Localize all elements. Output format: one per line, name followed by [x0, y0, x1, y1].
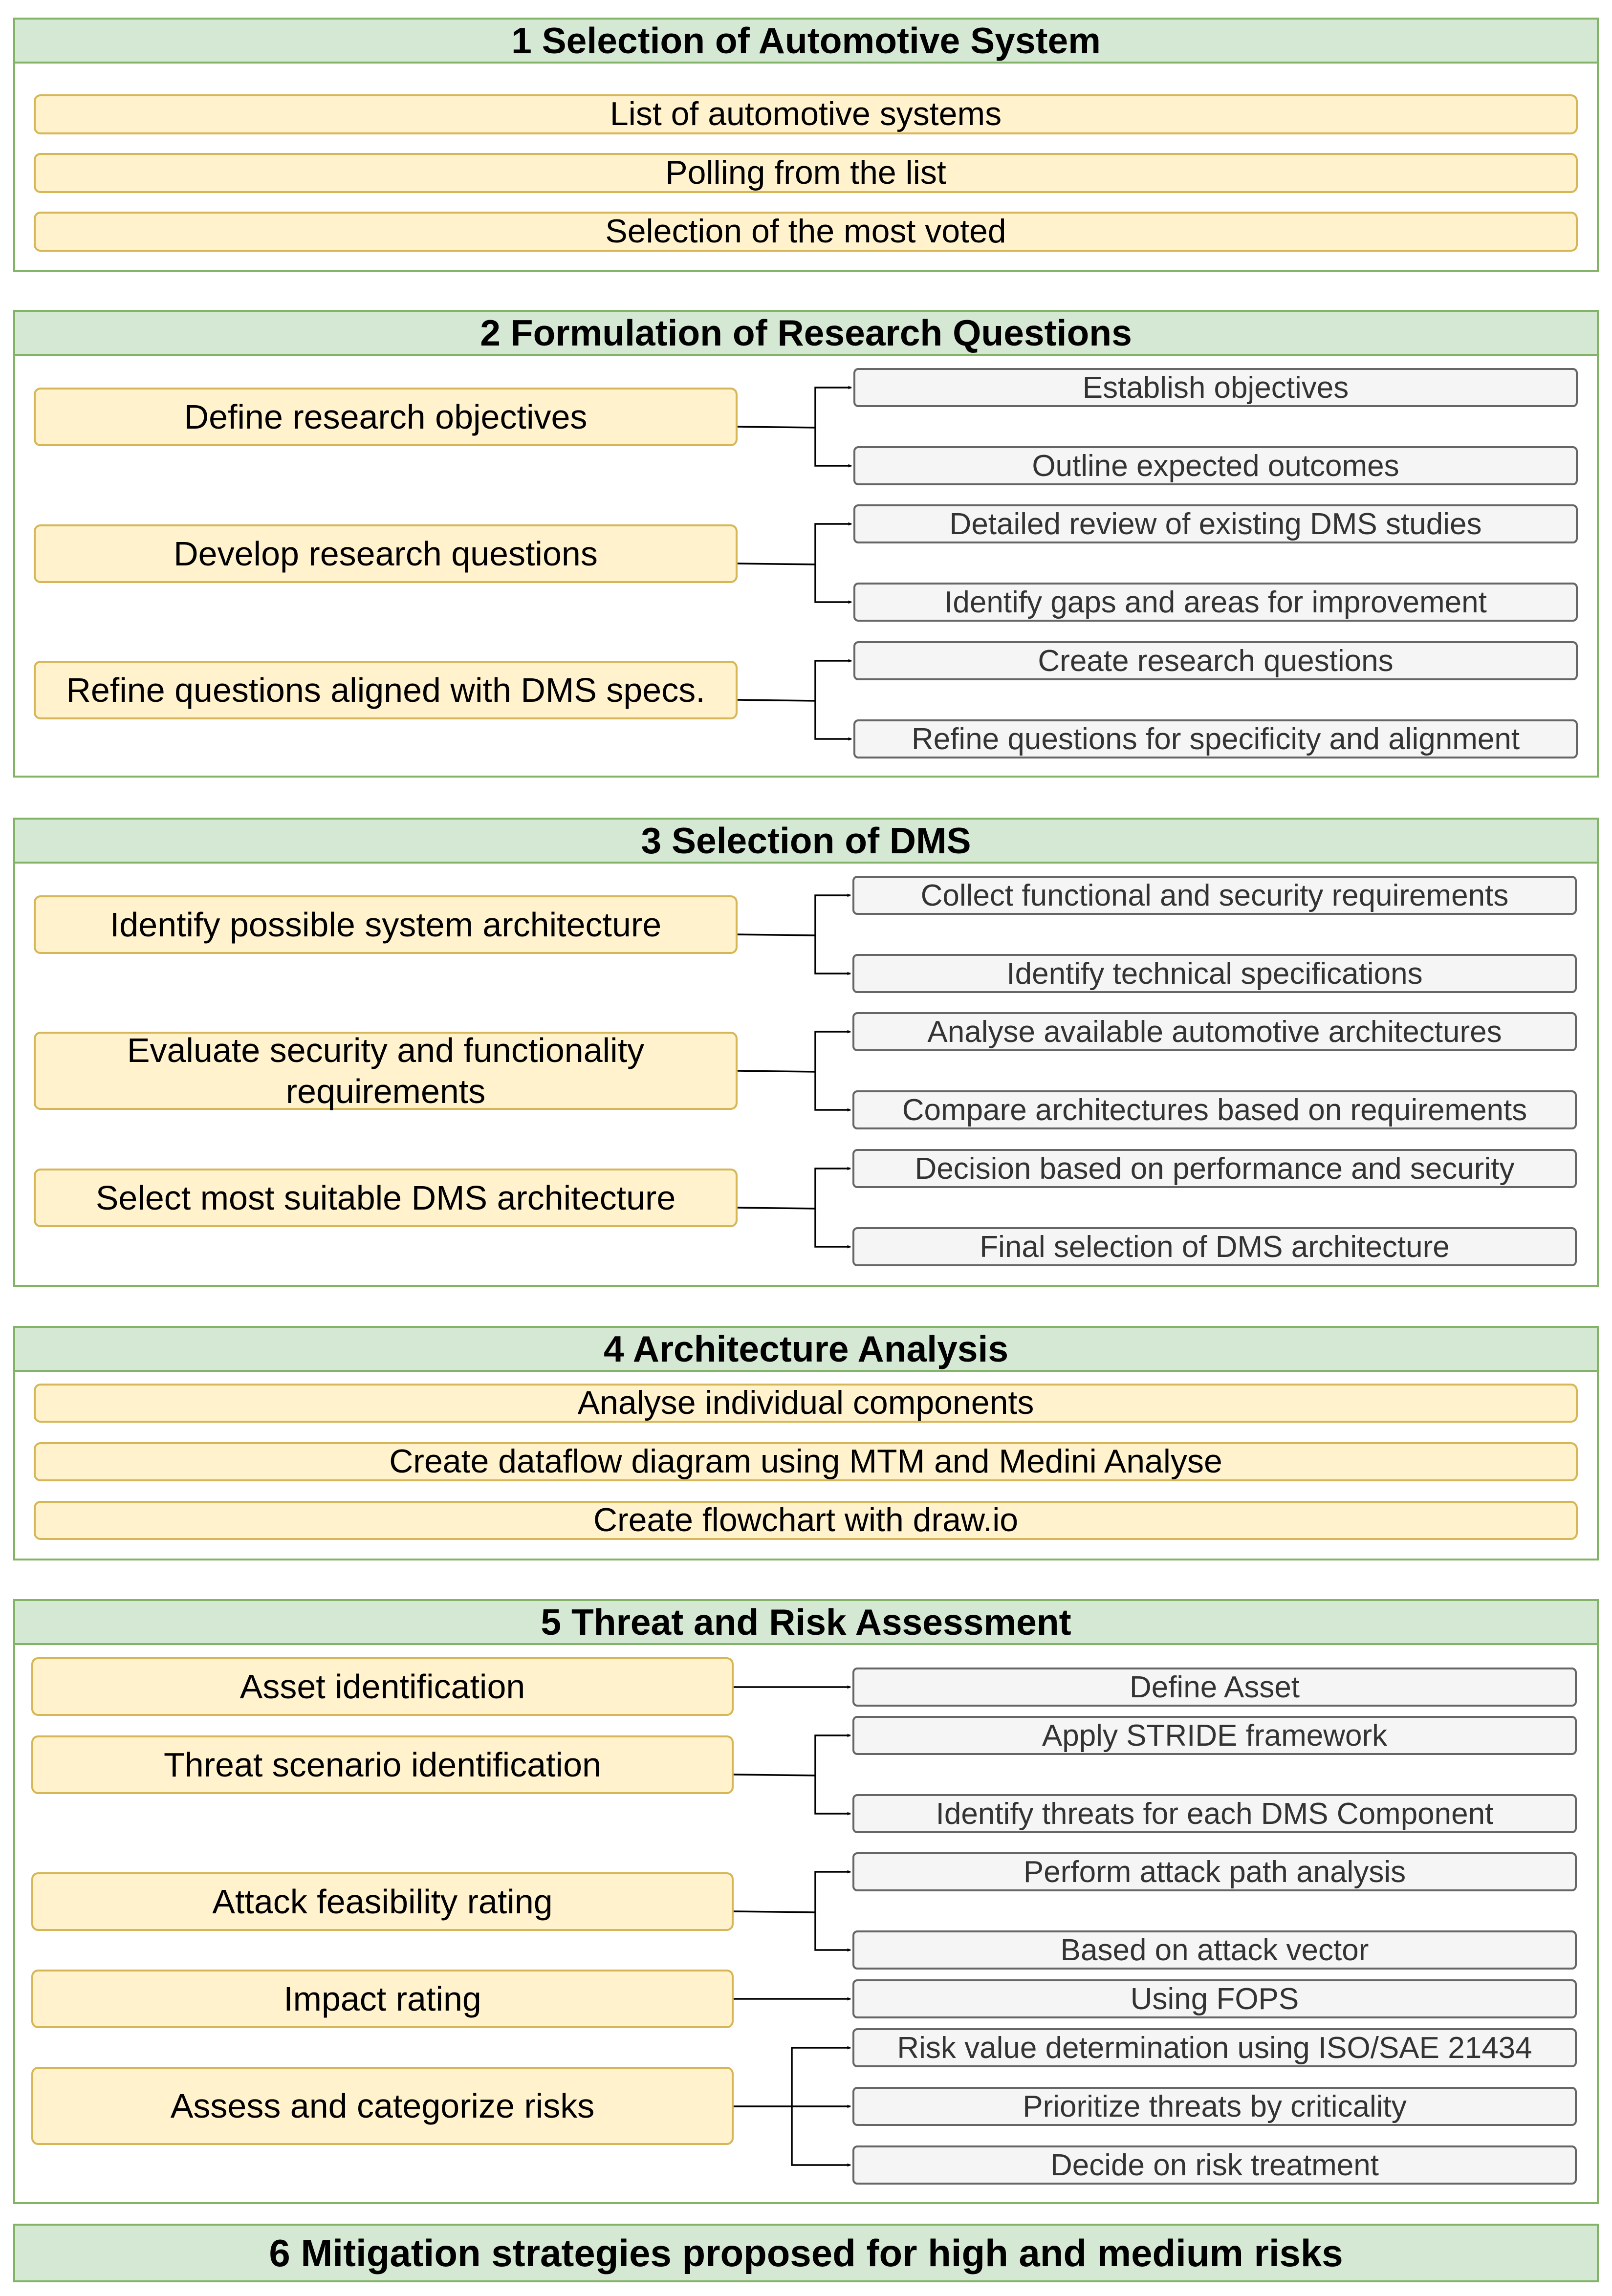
section-2-step-1-sub-2: Outline expected outcomes: [853, 446, 1578, 485]
section-3-step-3-sub-1: Decision based on performance and security: [852, 1149, 1577, 1188]
section-5-step-3: Attack feasibility rating: [31, 1872, 734, 1931]
section-5-step-2-sub-2: Identify threats for each DMS Component: [852, 1794, 1577, 1833]
section-2-step-3-sub-1: Create research questions: [853, 641, 1578, 680]
section-3-title: 3 Selection of DMS: [15, 820, 1597, 864]
section-5-step-4-sub-1: Using FOPS: [852, 1979, 1577, 2018]
section-5-step-3-sub-1: Perform attack path analysis: [852, 1852, 1577, 1891]
section-1-item-3: Selection of the most voted: [34, 212, 1578, 252]
section-3-step-3: Select most suitable DMS architecture: [34, 1169, 738, 1227]
section-5-step-5-sub-2: Prioritize threats by criticality: [852, 2087, 1577, 2126]
section-5-step-1: Asset identification: [31, 1657, 734, 1716]
section-3-step-2-sub-1: Analyse available automotive architectures: [852, 1012, 1577, 1051]
section-3-step-1-sub-1: Collect functional and security requirements: [852, 876, 1577, 915]
section-3-step-1-sub-2: Identify technical specifications: [852, 954, 1577, 993]
section-4-title: 4 Architecture Analysis: [15, 1328, 1597, 1372]
section-2-title: 2 Formulation of Research Questions: [15, 312, 1597, 356]
section-2-step-2-sub-2: Identify gaps and areas for improvement: [853, 583, 1578, 622]
section-2-step-2-sub-1: Detailed review of existing DMS studies: [853, 504, 1578, 543]
section-2-step-1: Define research objectives: [34, 388, 738, 446]
section-1-title: 1 Selection of Automotive System: [15, 20, 1597, 64]
section-1-item-2: Polling from the list: [34, 153, 1578, 193]
section-5-step-5-sub-3: Decide on risk treatment: [852, 2145, 1577, 2185]
section-6-title: 6 Mitigation strategies proposed for high and medium risks: [15, 2226, 1597, 2280]
section-5-step-3-sub-2: Based on attack vector: [852, 1930, 1577, 1970]
section-5-step-4: Impact rating: [31, 1970, 734, 2028]
section-4-item-2: Create dataflow diagram using MTM and Medini Analyse: [34, 1442, 1578, 1481]
section-5-step-1-sub-1: Define Asset: [852, 1668, 1577, 1707]
section-5-step-2-sub-1: Apply STRIDE framework: [852, 1716, 1577, 1755]
section-3-step-2-sub-2: Compare architectures based on requirements: [852, 1090, 1577, 1129]
section-6: [13, 2224, 1599, 2282]
section-5-title: 5 Threat and Risk Assessment: [15, 1601, 1597, 1645]
section-1-item-1: List of automotive systems: [34, 94, 1578, 134]
section-3-step-1: Identify possible system architecture: [34, 895, 738, 954]
section-5-step-2: Threat scenario identification: [31, 1735, 734, 1794]
section-4-item-1: Analyse individual components: [34, 1384, 1578, 1423]
section-2-step-2: Develop research questions: [34, 524, 738, 583]
section-2-step-3-sub-2: Refine questions for specificity and alignment: [853, 719, 1578, 758]
section-5-step-5: Assess and categorize risks: [31, 2067, 734, 2145]
section-2-step-1-sub-1: Establish objectives: [853, 368, 1578, 407]
section-5-step-5-sub-1: Risk value determination using ISO/SAE 21434: [852, 2028, 1577, 2067]
section-4-item-3: Create flowchart with draw.io: [34, 1501, 1578, 1540]
section-3-step-3-sub-2: Final selection of DMS architecture: [852, 1227, 1577, 1266]
section-2-step-3: Refine questions aligned with DMS specs.: [34, 661, 738, 719]
section-3-step-2: Evaluate security and functionality requirements: [34, 1032, 738, 1110]
